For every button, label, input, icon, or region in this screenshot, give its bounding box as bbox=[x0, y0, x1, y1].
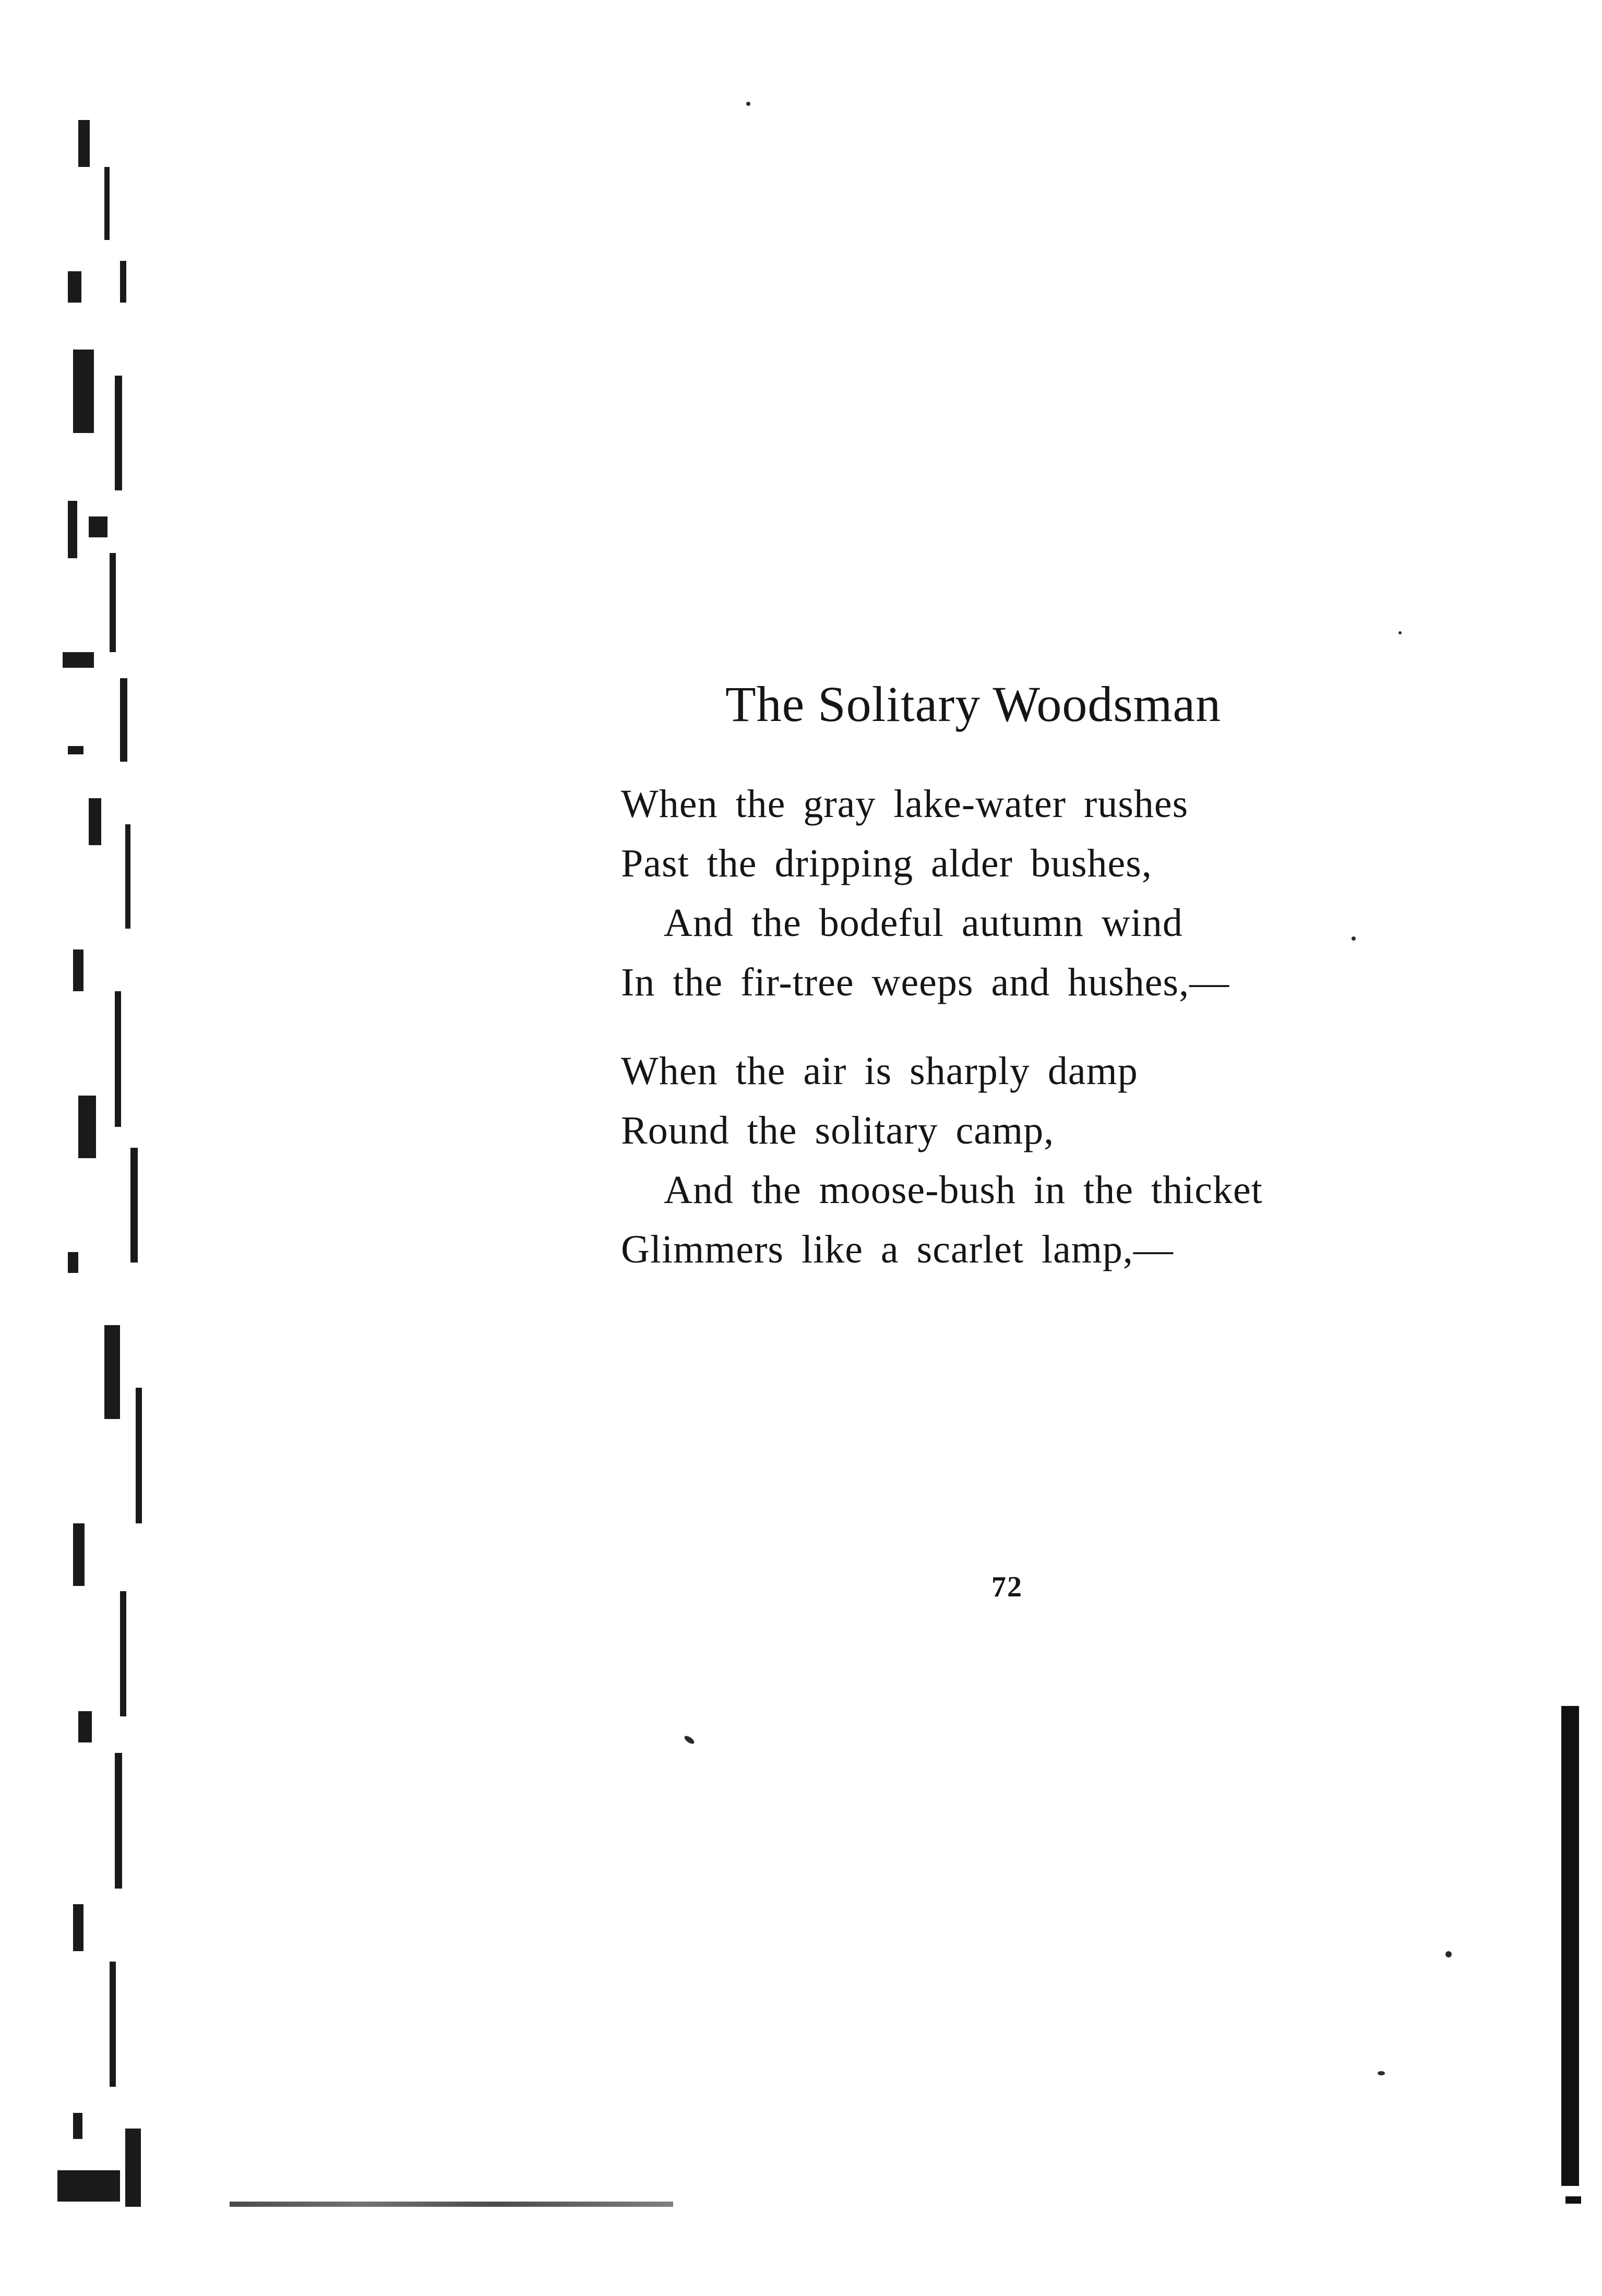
poem-line: And the moose-bush in the thicket bbox=[664, 1168, 1263, 1212]
poem-line: When the air is sharply damp bbox=[621, 1049, 1138, 1093]
poem-line: In the fir-tree weeps and hushes,— bbox=[621, 960, 1230, 1004]
speck bbox=[1398, 631, 1402, 634]
speck bbox=[1445, 1951, 1452, 1957]
page-number: 72 bbox=[991, 1571, 1023, 1603]
poem-line: Glimmers like a scarlet lamp,— bbox=[621, 1228, 1174, 1271]
poem-line: Round the solitary camp, bbox=[621, 1109, 1055, 1152]
right-edge-bar-foot bbox=[1565, 2196, 1581, 2204]
speck bbox=[746, 102, 750, 106]
bottom-edge-streak bbox=[230, 2202, 673, 2207]
poem-line: When the gray lake-water rushes bbox=[621, 782, 1189, 826]
right-edge-bar bbox=[1561, 1706, 1579, 2186]
speck bbox=[1378, 2071, 1385, 2075]
stanza-1 bbox=[621, 774, 1378, 1012]
stanza-2 bbox=[621, 1041, 1378, 1279]
binding-gutter-artifacts bbox=[57, 104, 214, 2191]
speck bbox=[683, 1735, 696, 1746]
poem-line: And the bodeful autumn wind bbox=[664, 901, 1183, 945]
poem bbox=[621, 668, 1378, 1279]
poem-title: The Solitary Woodsman bbox=[725, 676, 1222, 732]
poem-line: Past the dripping alder bushes, bbox=[621, 842, 1152, 885]
